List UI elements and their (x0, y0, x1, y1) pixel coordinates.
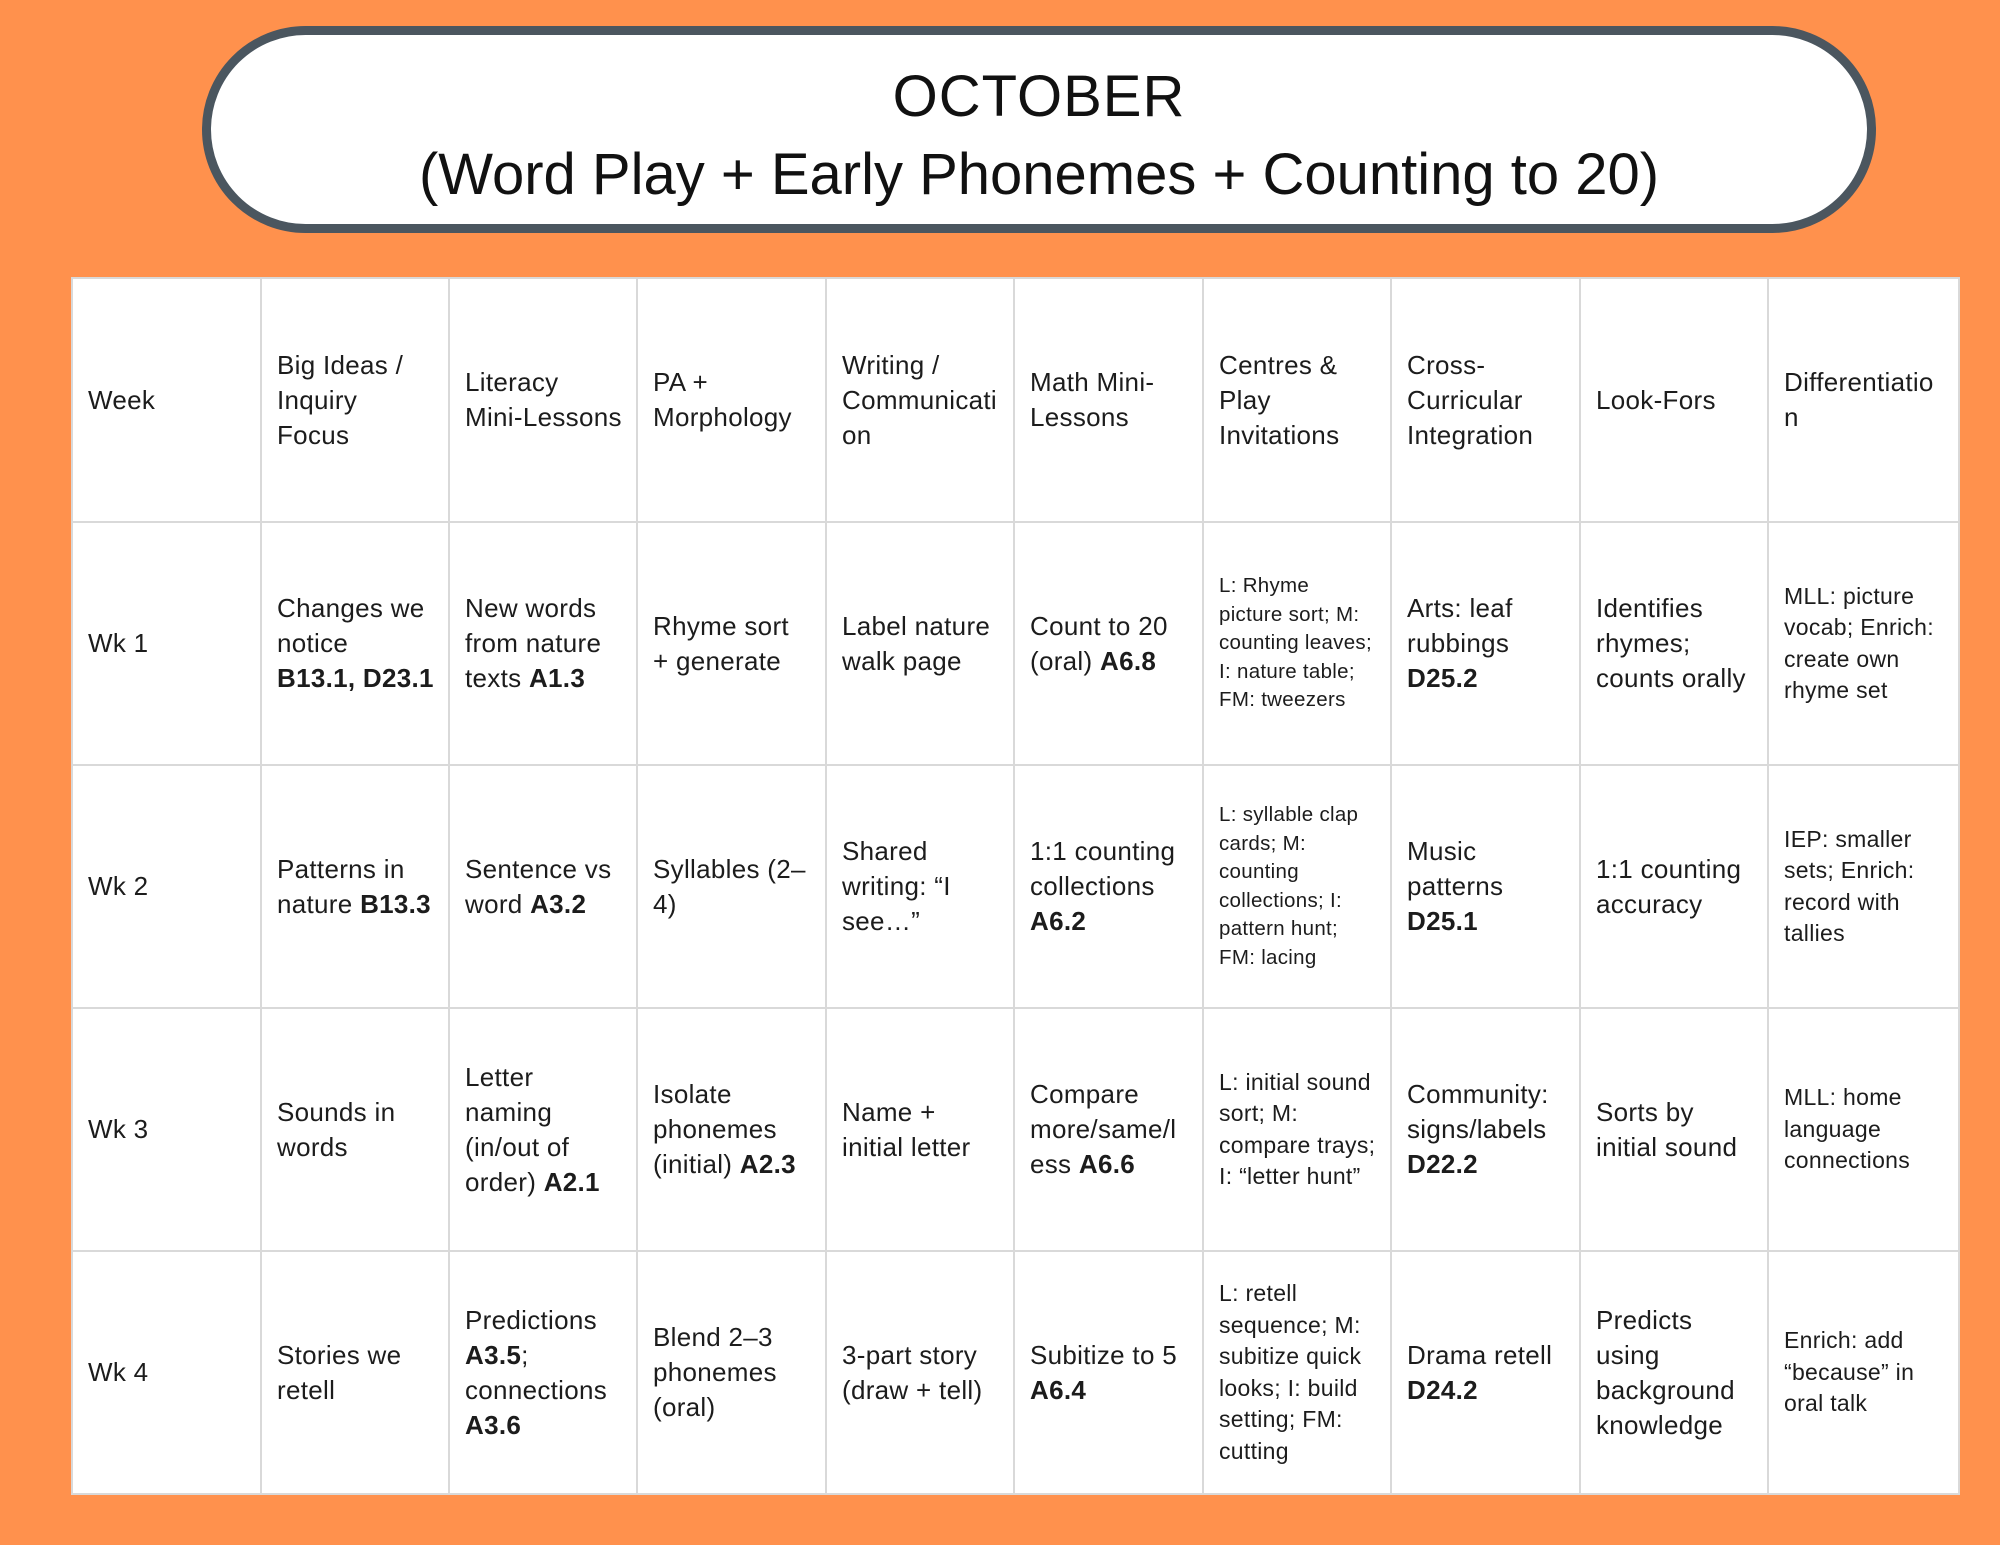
column-header-literacy: Literacy Mini-Lessons (449, 278, 637, 522)
writing-cell: Shared writing: “I see…” (826, 765, 1014, 1008)
cross-cell (1391, 522, 1580, 765)
curriculum-code: B13.3 (360, 888, 431, 919)
curriculum-code: A6.2 (1030, 906, 1087, 936)
cross-cell (1391, 1008, 1580, 1251)
curriculum-code: B13.1, D23.1 (277, 663, 434, 693)
column-header-pa: PA + Morphology (637, 278, 826, 522)
cross-text: Music patterns (1407, 836, 1504, 901)
literacy-cell (449, 1008, 637, 1251)
column-header-big-ideas: Big Ideas / Inquiry Focus (261, 278, 449, 522)
planner-table (71, 277, 1960, 1495)
big-ideas-cell: Sounds in words (261, 1008, 449, 1251)
cross-cell (1391, 1251, 1580, 1494)
column-header-math: Math Mini-Lessons (1014, 278, 1203, 522)
table-row (72, 765, 1959, 1008)
math-cell (1014, 1251, 1203, 1494)
title-banner (202, 26, 1876, 233)
look-fors-cell: Predicts using background knowledge (1580, 1251, 1768, 1494)
big-ideas-cell (261, 522, 449, 765)
differentiation-cell: IEP: smaller sets; Enrich: record with tallies (1768, 765, 1959, 1008)
writing-cell: Name + initial letter (826, 1008, 1014, 1251)
column-header-differentiation: Differentiation (1768, 278, 1959, 522)
cross-text: Community: signs/labels (1407, 1079, 1549, 1144)
math-text: Subitize to 5 (1030, 1339, 1177, 1370)
table-row (72, 1008, 1959, 1251)
big-ideas-cell: Stories we retell (261, 1251, 449, 1494)
column-header-writing: Writing / Communication (826, 278, 1014, 522)
literacy-cell: Predictions A3.5; connections A3.6 (449, 1251, 637, 1494)
literacy-text: Predictions (465, 1304, 597, 1335)
look-fors-cell: Sorts by initial sound (1580, 1008, 1768, 1251)
big-ideas-text: Changes we notice (277, 593, 425, 658)
centres-cell: L: initial sound sort; M: compare trays; I: “letter hunt” (1203, 1008, 1391, 1251)
table-row (72, 1251, 1959, 1494)
curriculum-code: A2.3 (739, 1149, 796, 1179)
literacy-cell (449, 765, 637, 1008)
curriculum-code: A6.8 (1100, 645, 1157, 676)
literacy-text: Letter naming (in/out of order) (465, 1061, 570, 1197)
math-text: 1:1 counting collections (1030, 836, 1176, 901)
differentiation-cell: MLL: home language connections (1768, 1008, 1959, 1251)
week-cell: Wk 4 (72, 1251, 261, 1494)
writing-cell: Label nature walk page (826, 522, 1014, 765)
page-title: OCTOBER (892, 64, 1186, 129)
pa-text: Isolate phonemes (initial) (653, 1079, 777, 1179)
column-header-cross: Cross-Curricular Integration (1391, 278, 1580, 522)
curriculum-code: A2.1 (543, 1166, 600, 1197)
curriculum-code: A3.5 (465, 1339, 522, 1370)
math-cell (1014, 765, 1203, 1008)
curriculum-code: D25.2 (1407, 663, 1478, 693)
cross-text: Arts: leaf rubbings (1407, 593, 1513, 658)
cross-cell (1391, 765, 1580, 1008)
literacy-text: connections (465, 1374, 608, 1405)
pa-cell: Rhyme sort + generate (637, 522, 826, 765)
differentiation-cell: MLL: picture vocab; Enrich: create own rhyme set (1768, 522, 1959, 765)
curriculum-code: D24.2 (1407, 1374, 1478, 1405)
curriculum-code: A6.6 (1078, 1149, 1136, 1179)
differentiation-cell: Enrich: add “because” in oral talk (1768, 1251, 1959, 1494)
math-cell (1014, 1008, 1203, 1251)
curriculum-code: D22.2 (1407, 1149, 1478, 1179)
literacy-cell (449, 522, 637, 765)
column-header-centres: Centres & Play Invitations (1203, 278, 1391, 522)
math-text: Count to 20 (oral) (1030, 610, 1168, 676)
week-cell: Wk 1 (72, 522, 261, 765)
big-ideas-text: Patterns in nature (277, 853, 405, 919)
column-header-look-fors: Look-Fors (1580, 278, 1768, 522)
curriculum-code: A3.6 (465, 1409, 522, 1440)
look-fors-cell: 1:1 counting accuracy (1580, 765, 1768, 1008)
look-fors-cell: Identifies rhymes; counts orally (1580, 522, 1768, 765)
curriculum-code: A3.2 (530, 888, 587, 919)
curriculum-code: A1.3 (528, 663, 586, 693)
literacy-text: New words from nature texts (465, 593, 602, 693)
curriculum-code: A6.4 (1030, 1374, 1087, 1405)
centres-cell: L: Rhyme picture sort; M: counting leaves; I: nature table; FM: tweezers (1203, 522, 1391, 765)
header-row (72, 278, 1959, 522)
writing-cell: 3-part story (draw + tell) (826, 1251, 1014, 1494)
pa-cell (637, 1008, 826, 1251)
week-cell: Wk 2 (72, 765, 261, 1008)
big-ideas-cell (261, 765, 449, 1008)
table-row (72, 522, 1959, 765)
pa-cell: Syllables (2–4) (637, 765, 826, 1008)
literacy-text: Sentence vs word (465, 853, 612, 919)
centres-cell: L: retell sequence; M: subitize quick looks; I: build setting; FM: cutting (1203, 1251, 1391, 1494)
week-cell: Wk 3 (72, 1008, 261, 1251)
planner-table-container (71, 277, 1958, 1495)
math-text: Compare more/same/less (1030, 1079, 1177, 1179)
curriculum-code: D25.1 (1407, 906, 1478, 936)
column-header-week: Week (72, 278, 261, 522)
centres-cell: L: syllable clap cards; M: counting collections; I: pattern hunt; FM: lacing (1203, 765, 1391, 1008)
pa-cell: Blend 2–3 phonemes (oral) (637, 1251, 826, 1494)
math-cell (1014, 522, 1203, 765)
page-subtitle: (Word Play + Early Phonemes + Counting to 20) (418, 142, 1660, 207)
cross-text: Drama retell (1407, 1339, 1553, 1370)
